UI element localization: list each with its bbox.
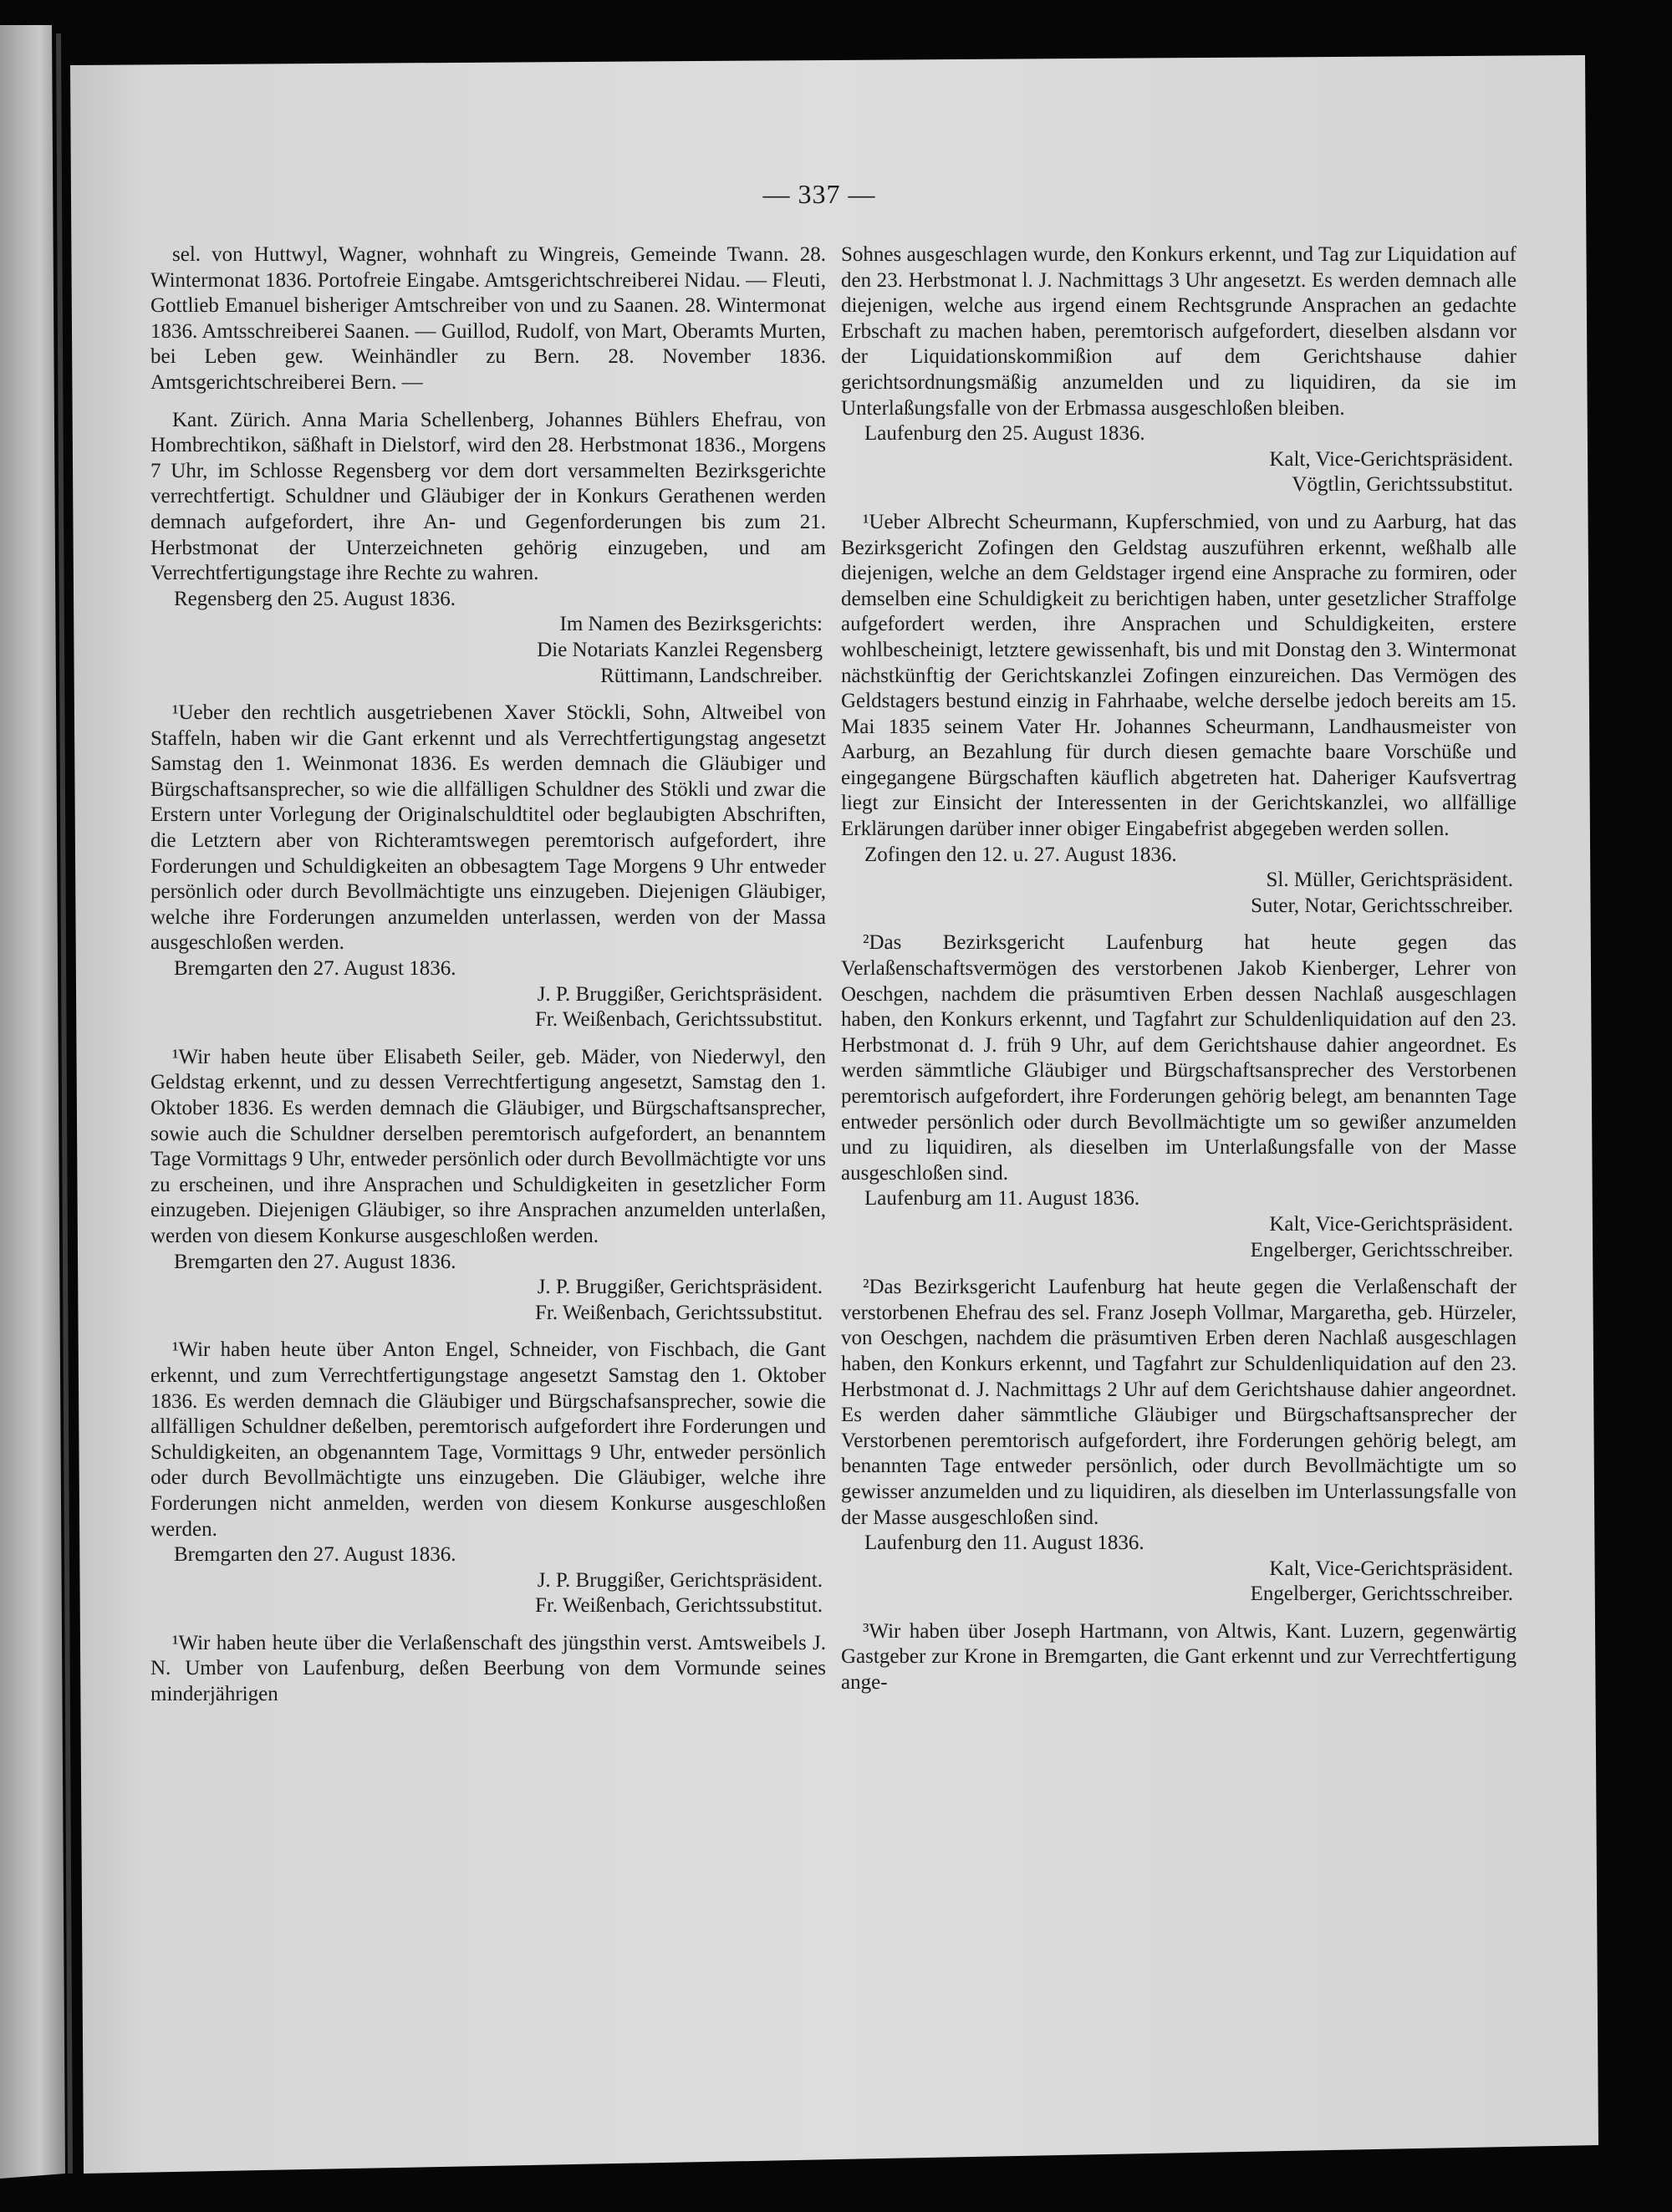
signature-line: J. P. Bruggißer, Gerichtspräsident. (537, 1276, 823, 1299)
notice-paragraph: ¹Ueber Albrecht Scheurmann, Kupferschmied, von und zu Aarburg, hat das Bezirksgericht Zofingen den Geldstag auszuführen erkennt, weßhalb alle diejenigen, welche an dem Geldstager irgend eine Ansprache zu formiren, oder demselben eine Schuldigkeit zu berichtigen haben, unter gesetzlicher Straffolge aufgefordert werden, ihre Ansprachen und Schuldigkeiten, erstere wohlbescheinigt, letztere gewissenhaft, bis und mit Donstag den 3. Wintermonat nächstkünftig der Gerichtskanzlei Zofingen einzureichen. Das Vermögen des Geldstagers bestund einzig in Fahrhaabe, welche derselbe jedoch bereits am 15. Mai 1835 seinem Vater Hr. Johannes Scheurmann, Landhausmeister von Aarburg, an Bezahlung für durch diesen gemachte baare Vorschüße und eingegangene Bürgschaften käuflich abgetreten hat. Daheriger Kaufsvertrag liegt zur Einsicht der Interessenten in der Gerichtskanzlei, wo allfällige Erklärungen darüber inner obiger Eingabefrist abgegeben werden sollen. (841, 510, 1517, 841)
notice-paragraph: ¹Ueber den rechtlich ausgetriebenen Xaver Stöckli, Sohn, Altweibel von Staffeln, haben wir die Gant erkennt und als Verrechtfertigungstag angesetzt Samstag den 1. Weinmonat 1836. Es werden demnach die Gläubiger und Bürgschaftsansprecher, so wie die allfälligen Schuldner des Stökli und zwar die Erstern unter Vorlegung der Originalschuldtitel oder beglaubigten Abschriften, die Letztern aber von Richteramtswegen peremtorisch aufgefordert, ihre Forderungen und Schuldigkeiten an obbesagtem Tage Morgens 9 Uhr entweder persönlich oder durch Bevollmächtigte uns einzugeben. Diejenigen Gläubiger, welche ihre Forderungen anzumelden unterlassen, werden von der Massa ausgeschloßen werden. (150, 701, 826, 955)
place-date-line: Bremgarten den 27. August 1836. (174, 957, 456, 981)
signature-line: Rüttimann, Landschreiber. (600, 664, 823, 687)
place-date-line: Bremgarten den 27. August 1836. (174, 1543, 456, 1567)
signature-line: Fr. Weißenbach, Gerichtssubstitut. (534, 1301, 823, 1324)
signature-line: Vögtlin, Gerichtssubstitut. (1292, 473, 1513, 497)
signature-line: Kalt, Vice-Gerichtspräsident. (1269, 1557, 1513, 1580)
place-date-line: Bremgarten den 27. August 1836. (174, 1250, 456, 1273)
signature-line: Sl. Müller, Gerichtspräsident. (1266, 869, 1513, 892)
signature-line: Kalt, Vice-Gerichtspräsident. (1269, 1212, 1513, 1236)
place-date-line: Laufenburg am 11. August 1836. (864, 1187, 1140, 1210)
page-number: — 337 — (762, 179, 876, 209)
notice-paragraph: ¹Wir haben heute über die Verlaßenschaft des jüngsthin verst. Amtsweibels J. N. Umber von Laufenburg, deßen Beerbung von dem Vormunde seines minderjährigen (150, 1631, 826, 1706)
notice-paragraph: ³Wir haben über Joseph Hartmann, von Altwis, Kant. Luzern, gegenwärtig Gastgeber zur Krone in Bremgarten, die Gant erkennt und zur Verrechtfertigung ange- (841, 1619, 1517, 1695)
signature-line: Die Notariats Kanzlei Regensberg (537, 638, 823, 661)
notice-paragraph: ¹Wir haben heute über Elisabeth Seiler, geb. Mäder, von Niederwyl, den Geldstag erkennt, und zu dessen Verrechtfertigung angesetzt, Samstag den 1. Oktober 1836. Es werden demnach die Gläubiger, und Bürgschaftsansprecher, sowie auch die Schuldner derselben peremtorisch aufgefordert, an benanntem Tage Vormittags 9 Uhr, entweder persönlich oder durch Bevollmächtigte vor uns zu erscheinen, und ihre Ansprachen und Schuldigkeiten in gesetzlicher Form einzugeben. Diejenigen Gläubiger, so ihre Ansprachen anzumelden unterlaßen, werden von diesem Konkurse ausgeschloßen werden. (150, 1045, 826, 1247)
place-date-line: Regensberg den 25. August 1836. (174, 587, 456, 610)
notice-paragraph-continued: Sohnes ausgeschlagen wurde, den Konkurs erkennt, und Tag zur Liquidation auf den 23. Herbstmonat l. J. Nachmittags 3 Uhr angesetzt. Es werden demnach alle diejenigen, welche aus irgend einem Rechtsgrunde Ansprachen an gedachte Erbschaft zu machen haben, peremtorisch aufgefordert, dieselben alsdann vor der Liquidationskommißion auf dem Gerichtshause dahier gerichtsordnungsmäßig anzumelden und zu liquidiren, da sie im Unterlaßungsfalle von der Erbmassa ausgeschloßen bleiben. (841, 243, 1517, 420)
signature-line: Engelberger, Gerichtsschreiber. (1250, 1583, 1513, 1606)
signature-line: Kalt, Vice-Gerichtspräsident. (1269, 447, 1513, 471)
signature-line: Engelberger, Gerichtsschreiber. (1250, 1238, 1513, 1261)
left-column (150, 242, 826, 1708)
notice-paragraph: ¹Wir haben heute über Anton Engel, Schneider, von Fischbach, die Gant erkennt, und zum Verrechtfertigungstage angesetzt Samstag den 1. Oktober 1836. Es werden demnach die Gläubiger und Bürgschafsansprecher, sowie die allfälligen Schuldner deßelben, peremtorisch aufgefordert ihre Forderungen und Schuldigkeiten, an obgenanntem Tage, Vormittags 9 Uhr, entweder persönlich oder durch Bevollmächtigte uns einzugeben. Die Gläubiger, welche ihre Forderungen nicht anmelden, werden von diesem Konkurse ausgeschloßen werden. (150, 1338, 826, 1541)
signature-line: J. P. Bruggißer, Gerichtspräsident. (537, 982, 823, 1006)
notice-paragraph: ²Das Bezirksgericht Laufenburg hat heute gegen die Verlaßenschaft der verstorbenen Ehefrau des sel. Franz Joseph Vollmar, Margaretha, geb. Hürzeler, von Oeschgen, nachdem die präsumtiven Erben deren Nachlaß ausgeschlagen haben, den Konkurs erkennt, und Tagfahrt zur Schuldenliquidation auf den 23. Herbstmonat d. J. Nachmittags 2 Uhr auf dem Gerichtshause dahier angeordnet. Es werden daher sämmtliche Gläubiger und Bürgschaftsansprecher der Verstorbenen peremtorisch aufgefordert, ihre Forderungen gehörig belegt, am benannten Tage entweder persönlich, oder durch Bevollmächtigte um so gewisser anzumelden und zu liquidiren, als dieselben im Unterlassungsfalle von der Masse ausgeschloßen sind. (841, 1276, 1517, 1529)
signature-line: Fr. Weißenbach, Gerichtssubstitut. (534, 1008, 823, 1032)
place-date-line: Laufenburg den 11. August 1836. (864, 1532, 1144, 1555)
notice-paragraph: ²Das Bezirksgericht Laufenburg hat heute gegen das Verlaßenschaftsvermögen des verstorbenen Jakob Kienberger, Lehrer von Oeschgen, nachdem die präsumtiven Erben dessen Nachlaß ausgeschlagen haben, den Konkurs erkennt, und Tagfahrt zur Schuldenliquidation auf den 23. Herbstmonat d. J. früh 9 Uhr, auf dem Gerichtshause dahier angeordnet. Es werden sämmtliche Gläubiger und Bürgschaftsansprecher des Verstorbenen peremtorisch aufgefordert, ihre Forderungen gehörig belegt, am benannten Tage entweder persönlich oder durch Bevollmächtigte um so gewißer anzumelden und zu liquidiren, als dieselben im Unterlaßungsfalle von der Masse ausgeschloßen sind. (841, 931, 1517, 1185)
notice-paragraph: sel. von Huttwyl, Wagner, wohnhaft zu Wingreis, Gemeinde Twann. 28. Wintermonat 1836. Portofreie Eingabe. Amtsgerichtschreiberei Nidau. — Fleuti, Gottlieb Emanuel bisheriger Amtschreiber von und zu Saanen. 28. Wintermonat 1836. Amtsschreiberei Saanen. — Guillod, Rudolf, von Mart, Oberamts Murten, bei Leben gew. Weinhändler zu Bern. 28. November 1836. Amtsgerichtschreiberei Bern. — (150, 243, 826, 394)
signature-line: J. P. Bruggißer, Gerichtspräsident. (537, 1568, 823, 1592)
signature-line: Fr. Weißenbach, Gerichtssubstitut. (534, 1594, 823, 1618)
place-date-line: Zofingen den 12. u. 27. August 1836. (864, 843, 1177, 866)
right-column (841, 242, 1517, 1696)
place-date-line: Laufenburg den 25. August 1836. (864, 422, 1145, 446)
notice-paragraph: Kant. Zürich. Anna Maria Schellenberg, Johannes Bühlers Ehefrau, von Hombrechtikon, säßhaft in Dielstorf, wird den 28. Herbstmonat 1836., Morgens 7 Uhr, im Schlosse Regensberg vor dem dort versammelten Bezirksgerichte verrechtfertigt. Schuldner und Gläubiger der in Konkurs Gerathenen werden demnach aufgefordert, ihre An- und Gegenforderungen bis zum 21. Herbstmonat der Unterzeichneten gehörig einzugeben, und am Verrechtfertigungstage ihre Rechte zu wahren. (150, 408, 826, 585)
signature-line: Suter, Notar, Gerichtsschreiber. (1251, 894, 1513, 917)
court-heading-line: Im Namen des Bezirksgerichts: (559, 613, 823, 636)
